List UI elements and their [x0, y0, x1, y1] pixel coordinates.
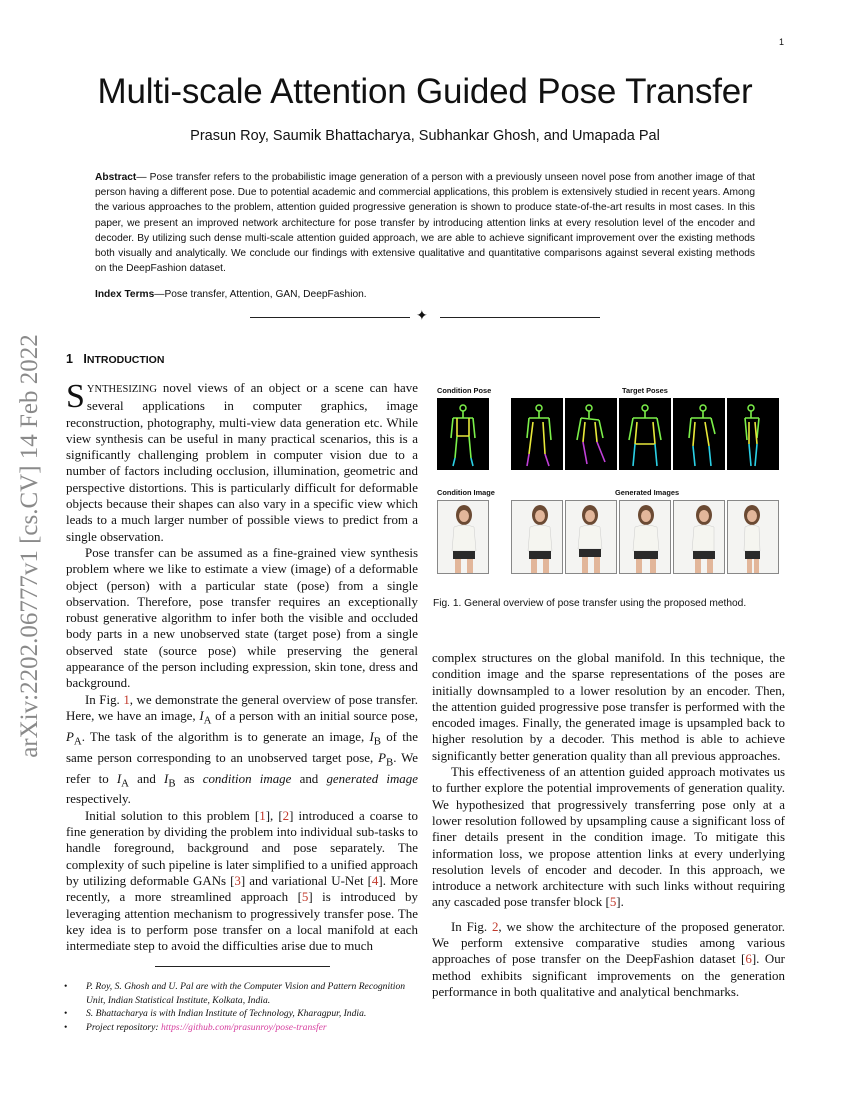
- target-pose-map: [511, 398, 563, 470]
- bullet-icon: •: [64, 1021, 68, 1033]
- term-generated-image: generated image: [326, 770, 418, 786]
- condition-pose-label: Condition Pose: [437, 386, 492, 395]
- text-run: of a person with an initial source pose,: [211, 707, 419, 723]
- abstract-text: — Pose transfer refers to the probabilistic image generation of a person with a previously unseen novel pose from another image of that person having a different pose. Due to potential academic and commercial applications, this problem is extensively studied in recent years. Among the various approaches to the problem, attention guided progressive generation is shown to produce state-of-the-art results in most cases. In this paper, we present an improved network architecture for pose transfer by introducing attention links at every resolution level of the encoder and decoder. By utilizing such dense multi-scale attention guided approach, we are able to achieve significant improvement over the existing methods both visually and analytically. We conclude our findings with extensive qualitative and quantitative comparisons against several existing methods on the DeepFashion dataset.: [95, 172, 755, 275]
- text-run: , we demonstrate the general overview of pose transfer. Here, we have an image,: [66, 691, 418, 723]
- text-run: and: [128, 770, 165, 786]
- figure-ref-link[interactable]: 1: [123, 691, 130, 707]
- drop-cap: S: [66, 378, 85, 415]
- intro-paragraph-3: [66, 692, 418, 808]
- math-sub: A: [73, 735, 82, 748]
- text-run: ] and variational U-Net [: [240, 872, 372, 888]
- text-run: ], [: [265, 807, 283, 823]
- text-run: . The task of the algorithm is to generate an image,: [81, 728, 370, 744]
- math-sub: A: [203, 714, 212, 727]
- text-run: Initial solution to this problem [: [85, 807, 260, 823]
- math-sub: A: [121, 777, 129, 790]
- footnote-item: [64, 1007, 424, 1021]
- bullet-icon: •: [64, 1008, 68, 1020]
- term-condition-image: condition image: [202, 770, 292, 786]
- right-paragraph-2: [432, 764, 785, 911]
- generated-images-label: Generated Images: [615, 488, 680, 497]
- text-run: as: [175, 770, 203, 786]
- section-title-rest: NTRODUCTION: [86, 354, 165, 366]
- section-heading: [66, 352, 164, 366]
- intro-p1-text: novel views of an object or a scene can have several applications in computer graphics, image reconstruction, photography, multi-view data generation etc. While view synthesis can be useful in many practical scenarios, this is a significantly challenging problem in computer vision due to a number of factors including occlusion, illumination, geometric and perspective distortions. This is particularly difficult for deformable objects because their shapes can also vary in a specific view which leads to a much larger number of possible views to predict from a single observation.: [66, 380, 418, 544]
- intro-paragraph-2: Pose transfer can be assumed as a fine-grained view synthesis problem where we like to estimate a view (image) of a deformable object (person) with a particular state (pose) from a single observation. Therefore, pose transfer requires an exceptionally robust generative algorithm to infer both the visible and occluded body parts in a new unobserved state (target pose) from a single observed state (source pose) while preserving the general appearance of the person including expression, skin tone, dress and background.: [66, 544, 418, 691]
- generated-image: [727, 500, 779, 574]
- footnote-item: [64, 980, 424, 1007]
- footnote-rule: [155, 966, 330, 967]
- text-run: ] is introduced by leveraging attention mechanism to progressively transfer pose. The key idea is to perform pose transfer on a local manifold at each intermediate step to avoid the difficulties arise due to much: [66, 889, 418, 954]
- repository-link[interactable]: https://github.com/prasunroy/pose-transfer: [160, 1021, 327, 1033]
- bullet-icon: •: [64, 981, 68, 992]
- text-run: ]. Our method exhibits significant improvements on the generation performance in both qualitative and analytical benchmarks.: [432, 951, 785, 999]
- math-var: I: [116, 770, 122, 786]
- section-separator: [250, 310, 600, 326]
- abstract-label: Abstract: [95, 172, 137, 183]
- separator-line-left: [250, 317, 410, 318]
- citation-link[interactable]: 6: [745, 951, 752, 967]
- target-pose-map: [619, 398, 671, 470]
- arxiv-sidebar: [4, 296, 56, 796]
- target-pose-map: [727, 398, 779, 470]
- figure-1: [433, 384, 785, 584]
- text-run: This effectiveness of an attention guided approach motivates us to further explore the potential improvements of generation quality. We hypothesized that progressively transferring pose only at a lower resolution followed by upsampling cause a significant loss of finer details present in the condition image. To mitigate this information loss, we propose attention links at every underlying resolution levels of encoder and decoder. In this approach, we introduce a network architecture with such links without requiring any cascaded pose transfer block [: [432, 764, 785, 910]
- math-var: I: [369, 728, 374, 744]
- right-column: [432, 650, 785, 1000]
- text-run: ].: [616, 894, 624, 910]
- intro-paragraph-1: [66, 380, 418, 545]
- condition-pose-map: [437, 398, 489, 470]
- generated-image: [565, 500, 617, 574]
- abstract: [95, 170, 755, 276]
- index-terms-text: —Pose transfer, Attention, GAN, DeepFashion.: [154, 289, 367, 300]
- footnote-text: P. Roy, S. Ghosh and U. Pal are with the Computer Vision and Pattern Recognition Unit, Indian Statistical Institute, Kolkata, India.: [86, 981, 406, 1006]
- index-terms: [95, 289, 755, 300]
- target-poses-label: Target Poses: [622, 386, 668, 395]
- math-sub: B: [386, 756, 394, 769]
- math-sub: B: [373, 735, 381, 748]
- citation-link[interactable]: 4: [371, 872, 379, 888]
- footnote-text: S. Bhattacharya is with Indian Institute of Technology, Kharagpur, India.: [86, 1008, 367, 1020]
- footnote-text: Project repository:: [86, 1021, 161, 1033]
- condition-image: [437, 500, 489, 574]
- separator-diamond-icon: ✦: [416, 309, 428, 324]
- math-sub: B: [168, 777, 176, 790]
- text-run: , we show the architecture of the proposed generator. We perform extensive comparative studies among various approaches of pose transfer on the DeepFashion dataset [: [432, 918, 785, 967]
- figure-caption: Fig. 1. General overview of pose transfer using the proposed method.: [433, 598, 747, 609]
- target-pose-map: [673, 398, 725, 470]
- page-number: 1: [778, 37, 784, 47]
- text-run: In Fig.: [85, 691, 124, 707]
- text-run: ] introduced a coarse to fine generation by dividing the problem into individual sub-tasks to handle foreground, background and pose separately. The complexity of such pipeline is later simplified to a unified approach by utilizing deformable GANs [: [66, 807, 418, 888]
- author-list: Prasun Roy, Saumik Bhattacharya, Subhankar Ghosh, and Umapada Pal: [190, 128, 660, 144]
- generated-image: [511, 500, 563, 574]
- footnotes: [64, 980, 424, 1034]
- generated-image: [673, 500, 725, 574]
- math-var: P: [378, 749, 387, 765]
- section-title-initial: I: [83, 352, 87, 366]
- intro-paragraph-4: [66, 808, 418, 955]
- section-number: 1: [66, 352, 73, 366]
- right-paragraph-1: complex structures on the global manifold. In this technique, the condition image and the sparse representations of the poses are initially downsampled to a lower resolution by an encoder. Then, the attention guided progressive pose transfer is performed with the encoded images. Finally, the generated image is upsampled back to higher resolution by a decoder. This method is able to achieve significantly better generation quality than all previous approaches.: [432, 650, 785, 763]
- footnote-item: [64, 1021, 424, 1035]
- text-run: of the same person corresponding to an unobserved target pose,: [66, 728, 418, 765]
- math-var: I: [199, 707, 204, 723]
- figure-ref-link[interactable]: 2: [491, 918, 499, 934]
- index-terms-label: Index Terms: [95, 289, 155, 300]
- condition-image-label: Condition Image: [437, 488, 495, 497]
- target-pose-map: [565, 398, 617, 470]
- citation-link[interactable]: 5: [301, 889, 309, 905]
- citation-link[interactable]: 2: [282, 807, 290, 823]
- text-run: . We refer to: [66, 749, 419, 786]
- citation-link[interactable]: 1: [259, 807, 266, 823]
- citation-link[interactable]: 3: [234, 872, 241, 888]
- citation-link[interactable]: 5: [609, 894, 617, 910]
- right-paragraph-3: [432, 919, 785, 1000]
- text-run: and: [291, 770, 327, 786]
- left-column: [66, 380, 418, 954]
- text-run: In Fig.: [451, 918, 492, 934]
- math-var: I: [164, 770, 169, 786]
- paper-title: Multi-scale Attention Guided Pose Transfer: [97, 72, 753, 111]
- text-run: respectively.: [66, 791, 131, 807]
- generated-image: [619, 500, 671, 574]
- separator-line-right: [440, 317, 600, 318]
- math-var: P: [66, 728, 74, 744]
- arxiv-identifier: arXiv:2202.06777v1 [cs.CV] 14 Feb 2022: [16, 334, 43, 758]
- intro-smallcaps: YNTHESIZING: [86, 384, 157, 395]
- text-run: ]. More recently, a more streamlined approach [: [66, 872, 418, 905]
